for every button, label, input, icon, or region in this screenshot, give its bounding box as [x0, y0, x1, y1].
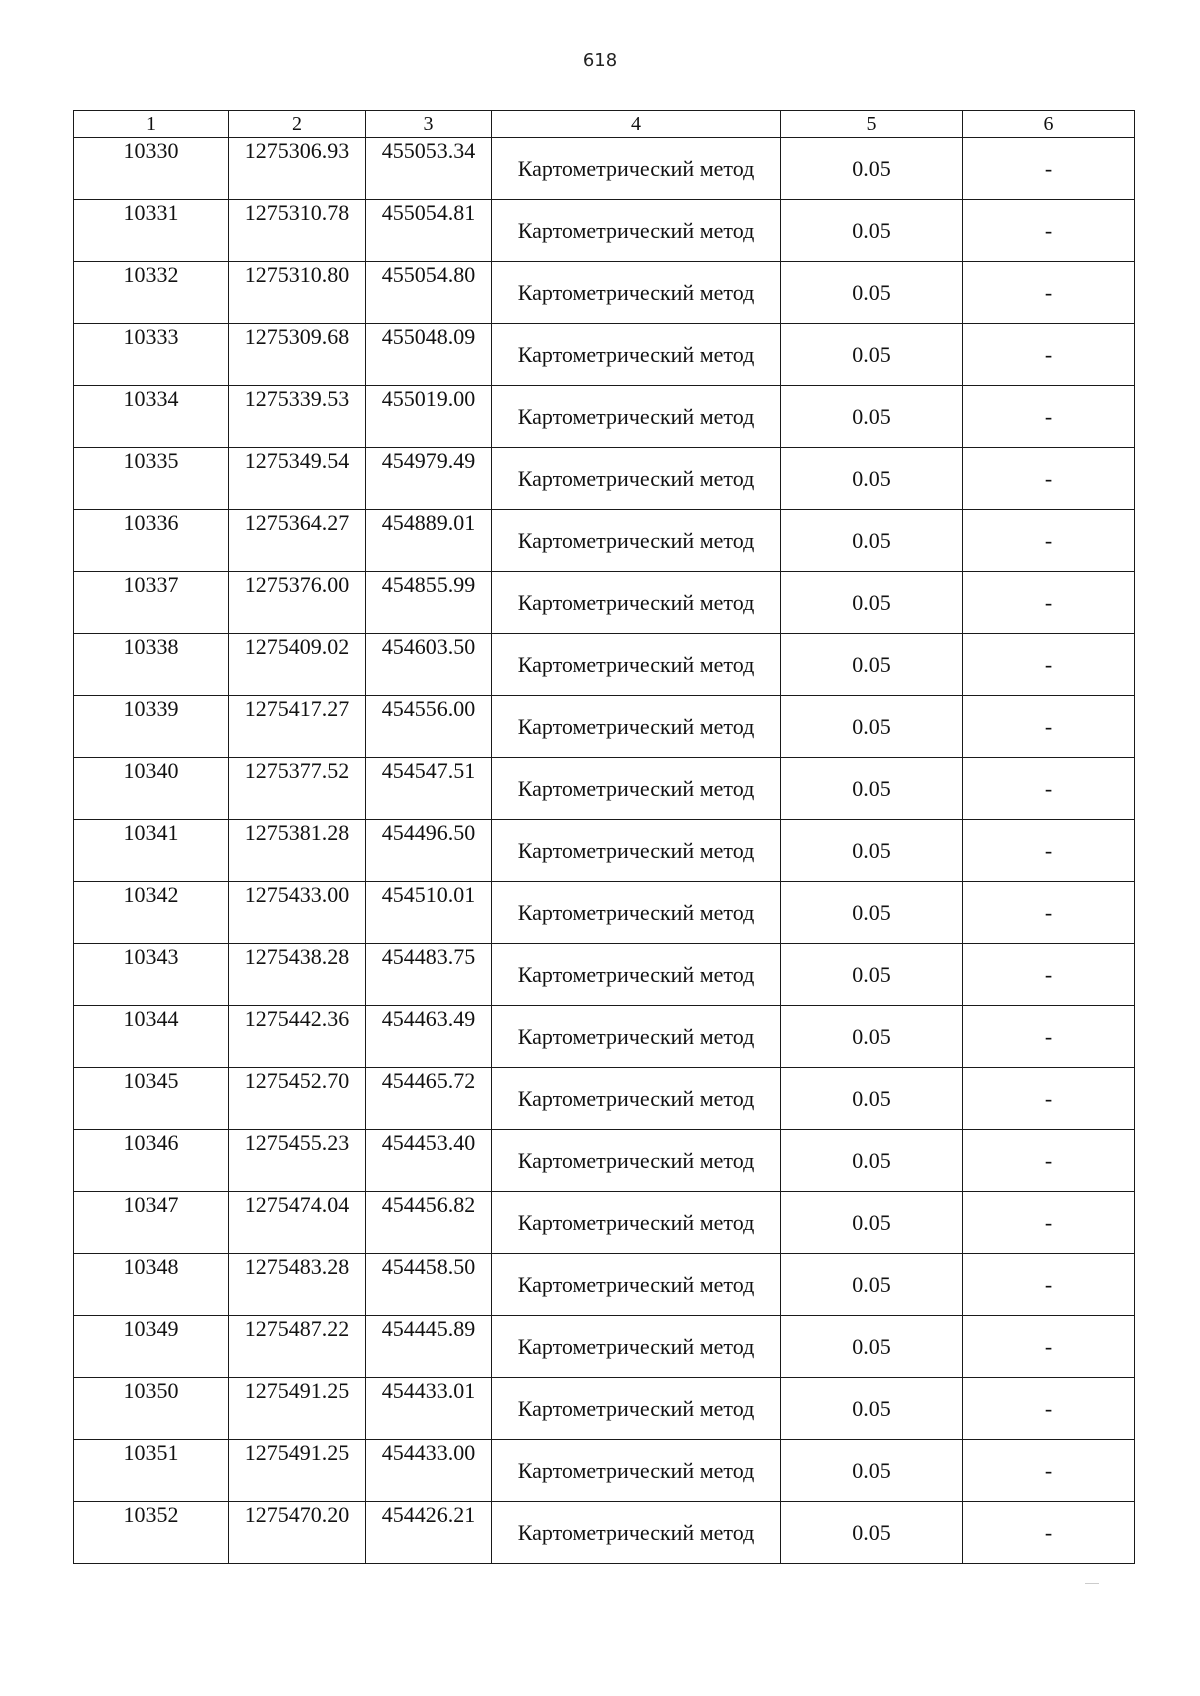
table-row — [74, 1006, 1135, 1068]
x-coordinate-cell: 1275310.78 — [229, 200, 366, 262]
y-coordinate-cell: 455053.34 — [366, 138, 492, 200]
y-coordinate-cell: 455054.80 — [366, 262, 492, 324]
x-coordinate-cell: 1275306.93 — [229, 138, 366, 200]
y-coordinate-cell: 454855.99 — [366, 572, 492, 634]
point-number-cell: 10340 — [74, 758, 229, 820]
x-coordinate-cell: 1275491.25 — [229, 1440, 366, 1502]
accuracy-cell: 0.05 — [781, 1254, 963, 1316]
y-coordinate-cell: 455054.81 — [366, 200, 492, 262]
point-number-cell: 10339 — [74, 696, 229, 758]
method-cell: Картометрический метод — [492, 758, 781, 820]
note-cell: - — [963, 696, 1135, 758]
note-cell: - — [963, 820, 1135, 882]
table-row — [74, 634, 1135, 696]
method-cell: Картометрический метод — [492, 510, 781, 572]
accuracy-cell: 0.05 — [781, 1192, 963, 1254]
x-coordinate-cell: 1275409.02 — [229, 634, 366, 696]
note-cell: - — [963, 510, 1135, 572]
accuracy-cell: 0.05 — [781, 696, 963, 758]
accuracy-cell: 0.05 — [781, 1502, 963, 1564]
table-row — [74, 138, 1135, 200]
point-number-cell: 10347 — [74, 1192, 229, 1254]
point-number-cell: 10341 — [74, 820, 229, 882]
method-cell: Картометрический метод — [492, 820, 781, 882]
point-number-cell: 10342 — [74, 882, 229, 944]
point-number-cell: 10350 — [74, 1378, 229, 1440]
point-number-cell: 10334 — [74, 386, 229, 448]
accuracy-cell: 0.05 — [781, 758, 963, 820]
accuracy-cell: 0.05 — [781, 386, 963, 448]
y-coordinate-cell: 455048.09 — [366, 324, 492, 386]
method-cell: Картометрический метод — [492, 1192, 781, 1254]
table-row — [74, 1378, 1135, 1440]
y-coordinate-cell: 454465.72 — [366, 1068, 492, 1130]
header-cell-1: 1 — [74, 111, 229, 138]
y-coordinate-cell: 454510.01 — [366, 882, 492, 944]
x-coordinate-cell: 1275452.70 — [229, 1068, 366, 1130]
x-coordinate-cell: 1275310.80 — [229, 262, 366, 324]
note-cell: - — [963, 386, 1135, 448]
x-coordinate-cell: 1275474.04 — [229, 1192, 366, 1254]
accuracy-cell: 0.05 — [781, 572, 963, 634]
table-header — [74, 111, 1135, 138]
accuracy-cell: 0.05 — [781, 1378, 963, 1440]
method-cell: Картометрический метод — [492, 572, 781, 634]
method-cell: Картометрический метод — [492, 1068, 781, 1130]
method-cell: Картометрический метод — [492, 696, 781, 758]
method-cell: Картометрический метод — [492, 882, 781, 944]
table-row — [74, 944, 1135, 1006]
y-coordinate-cell: 454483.75 — [366, 944, 492, 1006]
table-row — [74, 1254, 1135, 1316]
x-coordinate-cell: 1275491.25 — [229, 1378, 366, 1440]
table-row — [74, 1440, 1135, 1502]
y-coordinate-cell: 454433.01 — [366, 1378, 492, 1440]
note-cell: - — [963, 572, 1135, 634]
point-number-cell: 10345 — [74, 1068, 229, 1130]
header-cell-5: 5 — [781, 111, 963, 138]
note-cell: - — [963, 1130, 1135, 1192]
x-coordinate-cell: 1275377.52 — [229, 758, 366, 820]
table-row — [74, 200, 1135, 262]
method-cell: Картометрический метод — [492, 448, 781, 510]
method-cell: Картометрический метод — [492, 1440, 781, 1502]
x-coordinate-cell: 1275364.27 — [229, 510, 366, 572]
point-number-cell: 10351 — [74, 1440, 229, 1502]
note-cell: - — [963, 758, 1135, 820]
y-coordinate-cell: 455019.00 — [366, 386, 492, 448]
y-coordinate-cell: 454556.00 — [366, 696, 492, 758]
note-cell: - — [963, 262, 1135, 324]
table-row — [74, 386, 1135, 448]
x-coordinate-cell: 1275309.68 — [229, 324, 366, 386]
x-coordinate-cell: 1275438.28 — [229, 944, 366, 1006]
header-cell-4: 4 — [492, 111, 781, 138]
x-coordinate-cell: 1275483.28 — [229, 1254, 366, 1316]
point-number-cell: 10330 — [74, 138, 229, 200]
note-cell: - — [963, 1192, 1135, 1254]
note-cell: - — [963, 882, 1135, 944]
accuracy-cell: 0.05 — [781, 1068, 963, 1130]
method-cell: Картометрический метод — [492, 1130, 781, 1192]
accuracy-cell: 0.05 — [781, 634, 963, 696]
table-row — [74, 820, 1135, 882]
table-row — [74, 448, 1135, 510]
x-coordinate-cell: 1275442.36 — [229, 1006, 366, 1068]
header-cell-2: 2 — [229, 111, 366, 138]
y-coordinate-cell: 454547.51 — [366, 758, 492, 820]
accuracy-cell: 0.05 — [781, 324, 963, 386]
accuracy-cell: 0.05 — [781, 510, 963, 572]
y-coordinate-cell: 454979.49 — [366, 448, 492, 510]
table-row — [74, 1192, 1135, 1254]
point-number-cell: 10343 — [74, 944, 229, 1006]
note-cell: - — [963, 1378, 1135, 1440]
accuracy-cell: 0.05 — [781, 882, 963, 944]
point-number-cell: 10336 — [74, 510, 229, 572]
note-cell: - — [963, 1440, 1135, 1502]
table-row — [74, 758, 1135, 820]
method-cell: Картометрический метод — [492, 1378, 781, 1440]
y-coordinate-cell: 454456.82 — [366, 1192, 492, 1254]
y-coordinate-cell: 454603.50 — [366, 634, 492, 696]
table-row — [74, 696, 1135, 758]
x-coordinate-cell: 1275381.28 — [229, 820, 366, 882]
method-cell: Картометрический метод — [492, 1254, 781, 1316]
note-cell: - — [963, 324, 1135, 386]
x-coordinate-cell: 1275433.00 — [229, 882, 366, 944]
point-number-cell: 10332 — [74, 262, 229, 324]
accuracy-cell: 0.05 — [781, 944, 963, 1006]
header-row — [74, 111, 1135, 138]
accuracy-cell: 0.05 — [781, 1006, 963, 1068]
method-cell: Картометрический метод — [492, 200, 781, 262]
y-coordinate-cell: 454433.00 — [366, 1440, 492, 1502]
y-coordinate-cell: 454458.50 — [366, 1254, 492, 1316]
coordinates-table — [73, 110, 1135, 1564]
note-cell: - — [963, 138, 1135, 200]
table-row — [74, 1068, 1135, 1130]
accuracy-cell: 0.05 — [781, 1316, 963, 1378]
note-cell: - — [963, 200, 1135, 262]
accuracy-cell: 0.05 — [781, 1440, 963, 1502]
page-number: 618 — [582, 50, 618, 71]
note-cell: - — [963, 448, 1135, 510]
point-number-cell: 10344 — [74, 1006, 229, 1068]
table-row — [74, 1130, 1135, 1192]
method-cell: Картометрический метод — [492, 944, 781, 1006]
y-coordinate-cell: 454445.89 — [366, 1316, 492, 1378]
y-coordinate-cell: 454496.50 — [366, 820, 492, 882]
note-cell: - — [963, 1006, 1135, 1068]
x-coordinate-cell: 1275339.53 — [229, 386, 366, 448]
point-number-cell: 10331 — [74, 200, 229, 262]
point-number-cell: 10346 — [74, 1130, 229, 1192]
method-cell: Картометрический метод — [492, 1006, 781, 1068]
table-row — [74, 572, 1135, 634]
y-coordinate-cell: 454426.21 — [366, 1502, 492, 1564]
note-cell: - — [963, 944, 1135, 1006]
x-coordinate-cell: 1275417.27 — [229, 696, 366, 758]
method-cell: Картометрический метод — [492, 1316, 781, 1378]
accuracy-cell: 0.05 — [781, 1130, 963, 1192]
note-cell: - — [963, 1316, 1135, 1378]
method-cell: Картометрический метод — [492, 138, 781, 200]
note-cell: - — [963, 1502, 1135, 1564]
table-row — [74, 510, 1135, 572]
table-row — [74, 882, 1135, 944]
accuracy-cell: 0.05 — [781, 138, 963, 200]
method-cell: Картометрический метод — [492, 634, 781, 696]
method-cell: Картометрический метод — [492, 386, 781, 448]
table-row — [74, 1316, 1135, 1378]
accuracy-cell: 0.05 — [781, 200, 963, 262]
table-row — [74, 324, 1135, 386]
point-number-cell: 10338 — [74, 634, 229, 696]
point-number-cell: 10352 — [74, 1502, 229, 1564]
scan-artifact — [1085, 1583, 1099, 1584]
x-coordinate-cell: 1275349.54 — [229, 448, 366, 510]
method-cell: Картометрический метод — [492, 324, 781, 386]
method-cell: Картометрический метод — [492, 1502, 781, 1564]
note-cell: - — [963, 1068, 1135, 1130]
y-coordinate-cell: 454453.40 — [366, 1130, 492, 1192]
header-cell-6: 6 — [963, 111, 1135, 138]
accuracy-cell: 0.05 — [781, 820, 963, 882]
table-row — [74, 1502, 1135, 1564]
point-number-cell: 10335 — [74, 448, 229, 510]
point-number-cell: 10333 — [74, 324, 229, 386]
header-cell-3: 3 — [366, 111, 492, 138]
point-number-cell: 10349 — [74, 1316, 229, 1378]
table-row — [74, 262, 1135, 324]
table-body — [74, 138, 1135, 1564]
method-cell: Картометрический метод — [492, 262, 781, 324]
note-cell: - — [963, 634, 1135, 696]
x-coordinate-cell: 1275470.20 — [229, 1502, 366, 1564]
y-coordinate-cell: 454889.01 — [366, 510, 492, 572]
x-coordinate-cell: 1275487.22 — [229, 1316, 366, 1378]
x-coordinate-cell: 1275376.00 — [229, 572, 366, 634]
point-number-cell: 10337 — [74, 572, 229, 634]
note-cell: - — [963, 1254, 1135, 1316]
accuracy-cell: 0.05 — [781, 262, 963, 324]
point-number-cell: 10348 — [74, 1254, 229, 1316]
y-coordinate-cell: 454463.49 — [366, 1006, 492, 1068]
accuracy-cell: 0.05 — [781, 448, 963, 510]
x-coordinate-cell: 1275455.23 — [229, 1130, 366, 1192]
